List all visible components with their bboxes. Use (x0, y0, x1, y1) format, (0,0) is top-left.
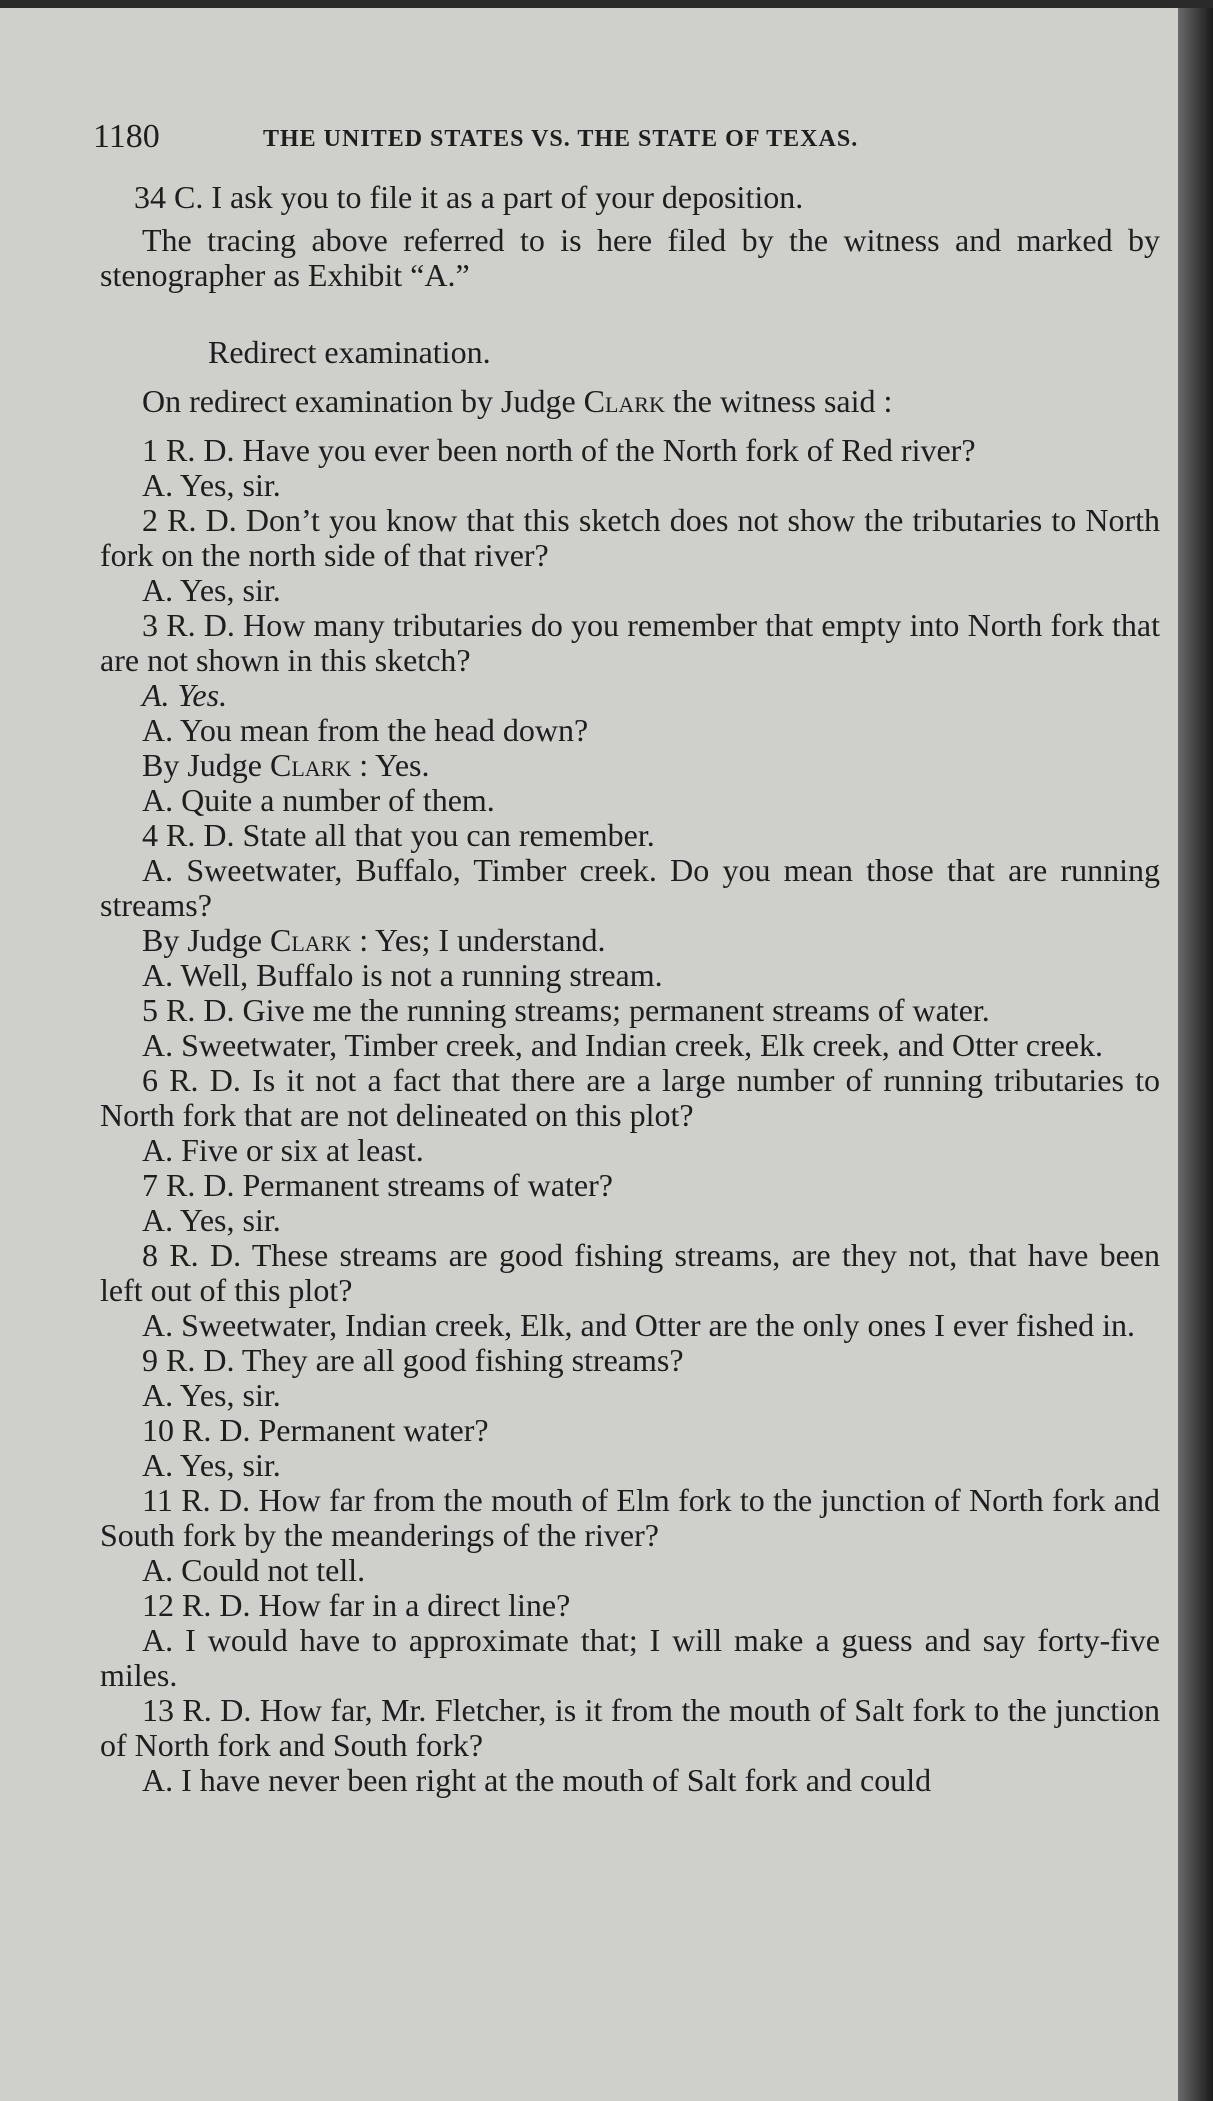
testimony-paragraph: 1 R. D. Have you ever been north of the North fork of Red river? (142, 432, 976, 468)
testimony-paragraph: 6 R. D. Is it not a fact that there are a large number of running tributaries to North fork that are not delineated on this plot? (100, 1062, 1160, 1133)
intro-text-after: the witness said : (664, 383, 893, 419)
testimony-line: A. I have never been right at the mouth of Salt fork and could (142, 1762, 932, 1798)
testimony-paragraph: 13 R. D. How far, Mr. Fletcher, is it from the mouth of Salt fork to the junction of North fork and South fork? (100, 1692, 1160, 1763)
intro-text-before: On redirect examination by Judge (142, 383, 584, 419)
testimony-line: 9 R. D. They are all good fishing streams? (142, 1342, 684, 1378)
testimony-paragraph: A. Sweetwater, Buffalo, Timber creek. Do you mean those that are running streams? (100, 852, 1160, 923)
testimony-paragraph: 3 R. D. How many tributaries do you remember that empty into North fork that are not shown in this sketch? (100, 607, 1160, 678)
page-number: 1180 (93, 118, 160, 155)
testimony-paragraph: 5 R. D. Give me the running streams; permanent streams of water. (142, 992, 990, 1028)
testimony-line: A. Yes, sir. (142, 467, 281, 503)
testimony-lines (100, 433, 1160, 1798)
paragraph-exhibit-note: The tracing above referred to is here filed by the witness and marked by stenographer as Exhibit “A.” (100, 222, 1160, 293)
testimony-line: A. Yes, sir. (142, 1377, 281, 1413)
testimony-paragraph: A. Sweetwater, Timber creek, and Indian creek, Elk creek, and Otter creek. (142, 1027, 1103, 1063)
testimony-line: A. Five or six at least. (142, 1132, 424, 1168)
testimony-line: 12 R. D. How far in a direct line? (142, 1587, 571, 1623)
testimony-line: A. Yes, sir. (142, 1447, 281, 1483)
testimony-judge-line (100, 923, 1160, 958)
testimony-paragraph: 4 R. D. State all that you can remember. (142, 817, 655, 853)
intro-judge-name: Clark (583, 383, 665, 419)
paragraph-question-34: 34 C. I ask you to file it as a part of your deposition. (134, 179, 804, 215)
testimony-line: 10 R. D. Permanent water? (142, 1412, 489, 1448)
judge-name: Clark (270, 747, 352, 783)
judge-line-prefix: By Judge (142, 922, 270, 958)
testimony-judge-line (100, 748, 1160, 783)
testimony-line: A. Could not tell. (142, 1552, 366, 1588)
testimony-line: A. You mean from the head down? (142, 712, 589, 748)
testimony-line: A. Yes. (142, 677, 228, 713)
judge-line-text: : Yes. (351, 747, 430, 783)
testimony-paragraph: 11 R. D. How far from the mouth of Elm fork to the junction of North fork and South fork by the meanderings of the river? (100, 1482, 1160, 1553)
redirect-intro (100, 384, 1160, 419)
testimony-line: A. Yes, sir. (142, 1202, 281, 1238)
testimony-paragraph: 8 R. D. These streams are good fishing streams, are they not, that have been left out of this plot? (100, 1237, 1160, 1308)
page-edge-shadow (1178, 8, 1213, 2101)
section-heading: Redirect examination. (208, 334, 491, 370)
testimony-line: A. Yes, sir. (142, 572, 281, 608)
document-page (0, 8, 1178, 2101)
testimony-paragraph: A. Sweetwater, Indian creek, Elk, and Otter are the only ones I ever fished in. (142, 1307, 1136, 1343)
judge-line-prefix: By Judge (142, 747, 270, 783)
testimony-line: 7 R. D. Permanent streams of water? (142, 1167, 613, 1203)
page-header (93, 116, 1153, 160)
judge-line-text: : Yes; I understand. (351, 922, 606, 958)
testimony-paragraph: 2 R. D. Don’t you know that this sketch does not show the tributaries to North fork on the north side of that river? (100, 502, 1160, 573)
judge-name: Clark (270, 922, 352, 958)
testimony-line: A. Quite a number of them. (142, 782, 495, 818)
running-title: THE UNITED STATES VS. THE STATE OF TEXAS. (263, 126, 859, 152)
testimony-paragraph: A. I would have to approximate that; I will make a guess and say forty-five miles. (100, 1622, 1160, 1693)
testimony-line: A. Well, Buffalo is not a running stream. (142, 957, 663, 993)
page-body (100, 180, 1160, 1798)
